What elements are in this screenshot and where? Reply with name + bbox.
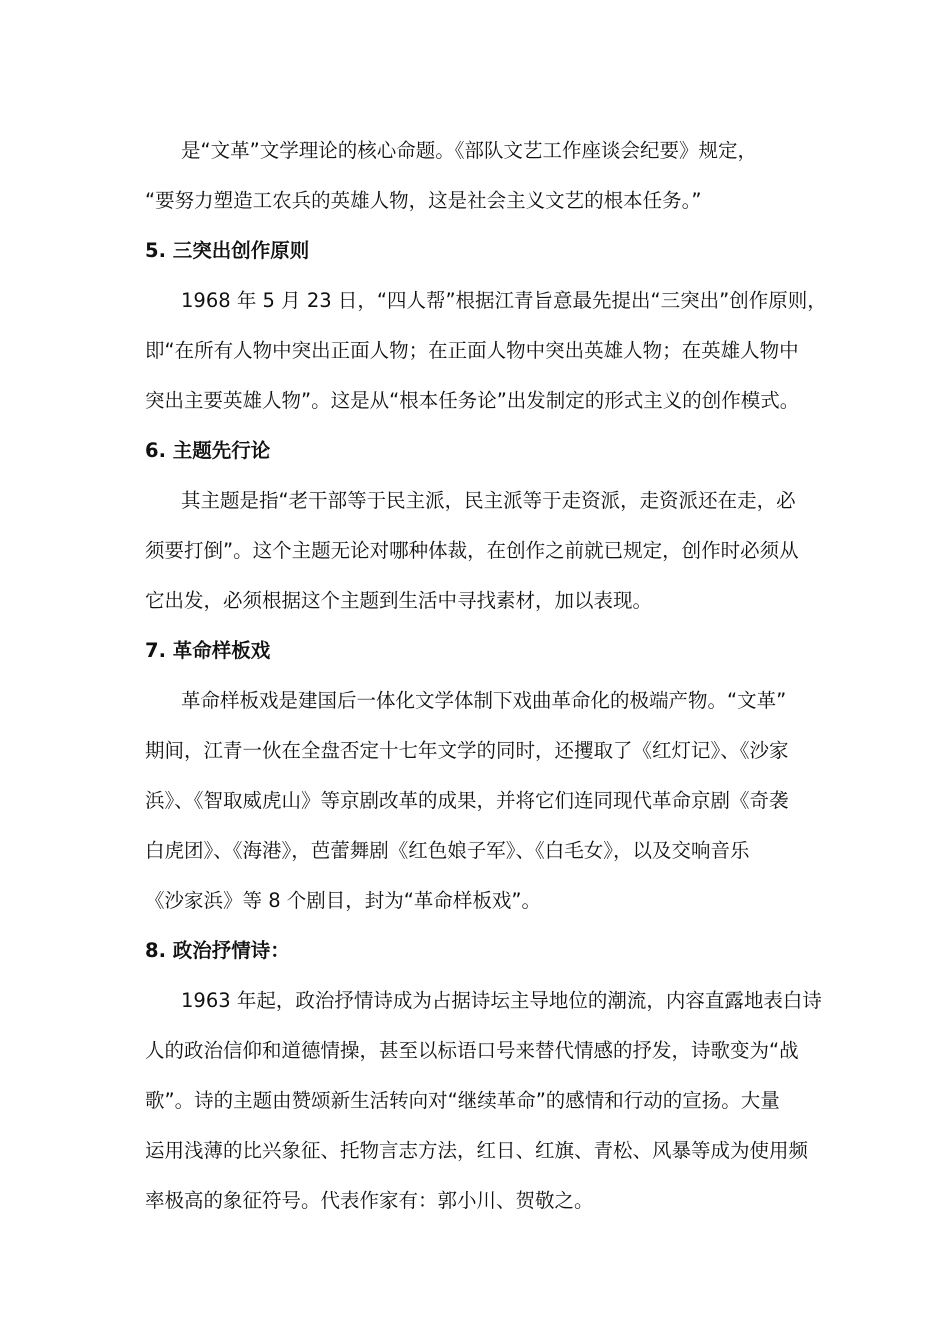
paragraph-line: 突出主要英雄人物”。这是从“根本任务论”出发制定的形式主义的创作模式。 <box>145 389 800 412</box>
paragraph-line: 运用浅薄的比兴象征、托物言志方法，红日、红旗、青松、风暴等成为使用频 <box>145 1139 809 1162</box>
paragraph-line: 率极高的象征符号。代表作家有：郭小川、贺敬之。 <box>145 1189 594 1212</box>
paragraph-line: 须要打倒”。这个主题无论对哪种体裁，在创作之前就已规定，创作时必须从 <box>145 539 799 562</box>
paragraph-line: 即“在所有人物中突出正面人物；在正面人物中突出英雄人物；在英雄人物中 <box>145 339 799 362</box>
paragraph-line: 其主题是指“老干部等于民主派，民主派等于走资派，走资派还在走，必 <box>181 489 796 512</box>
paragraph-line: 《沙家浜》等 8 个剧目，封为“革命样板戏”。 <box>145 889 542 912</box>
paragraph-line: 它出发，必须根据这个主题到生活中寻找素材，加以表现。 <box>145 589 653 612</box>
paragraph-line: 白虎团》、《海港》，芭蕾舞剧《红色娘子军》、《白毛女》，以及交响音乐 <box>145 839 750 862</box>
paragraph-line: 浜》、《智取威虎山》等京剧改革的成果，并将它们连同现代革命京剧《奇袭 <box>145 789 789 812</box>
intro-line: “要努力塑造工农兵的英雄人物，这是社会主义文艺的根本任务。” <box>145 189 702 212</box>
paragraph-line: 革命样板戏是建国后一体化文学体制下戏曲革命化的极端产物。“文革” <box>181 689 787 712</box>
paragraph-line: 1968 年 5 月 23 日，“四人帮”根据江青旨意最先提出“三突出”创作原则， <box>181 289 827 312</box>
intro-line: 是“文革”文学理论的核心命题。《部队文艺工作座谈会纪要》规定， <box>181 139 757 162</box>
section-heading: 6. 主题先行论 <box>145 439 271 462</box>
paragraph-line: 期间，江青一伙在全盘否定十七年文学的同时，还攫取了《红灯记》、《沙家 <box>145 739 789 762</box>
paragraph-line: 人的政治信仰和道德情操，甚至以标语口号来替代情感的抒发，诗歌变为“战 <box>145 1039 799 1062</box>
section-heading: 7. 革命样板戏 <box>145 639 271 662</box>
paragraph-line: 1963 年起，政治抒情诗成为占据诗坛主导地位的潮流，内容直露地表白诗 <box>181 989 822 1012</box>
section-heading: 8. 政治抒情诗： <box>145 939 290 962</box>
section-heading: 5. 三突出创作原则 <box>145 239 310 262</box>
paragraph-line: 歌”。诗的主题由赞颂新生活转向对“继续革命”的感情和行动的宣扬。大量 <box>145 1089 780 1112</box>
